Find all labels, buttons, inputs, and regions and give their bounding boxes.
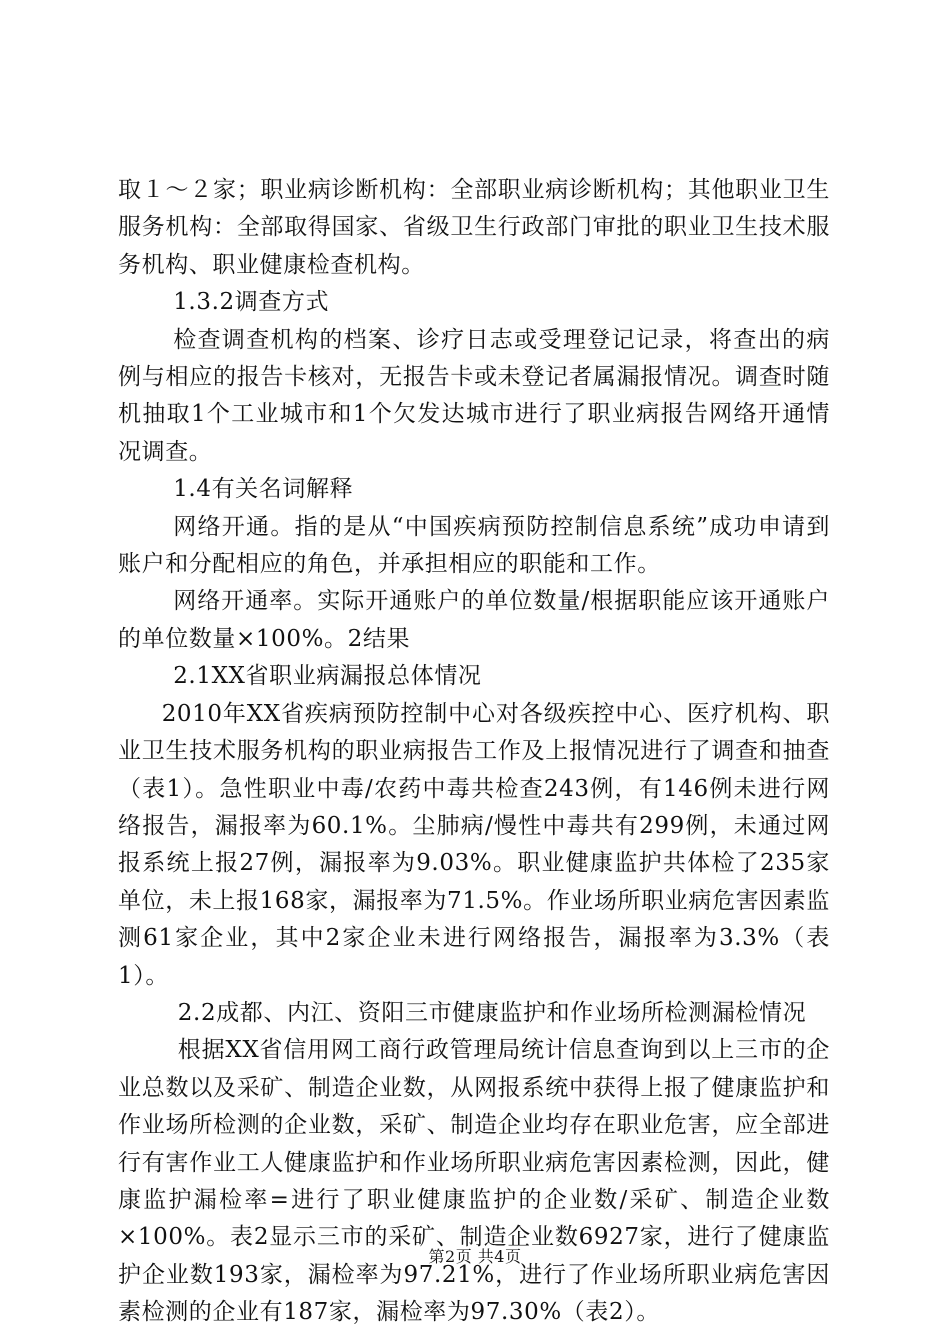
- paragraph-network-open: 网络开通。指的是从“中国疾病预防控制信息系统”成功申请到账户和分配相应的角色，并承担相应的职能和工作。: [118, 513, 830, 578]
- section-heading-2-2: 2.2成都、内江、资阳三市健康监护和作业场所检测漏检情况: [177, 999, 807, 1026]
- paragraph-survey-method: 检查调查机构的档案、诊疗日志或受理登记记录，将查出的病例与相应的报告卡核对，无报告卡或未登记者属漏报情况。调查时随机抽取1个工业城市和1个欠发达城市进行了职业病报告网络开通情况调查。: [118, 326, 830, 465]
- document-body: [118, 172, 830, 1332]
- section-heading-1-3-2: 1.3.2调查方式: [173, 289, 330, 316]
- section-heading-2-1: 2.1XX省职业病漏报总体情况: [173, 663, 482, 690]
- section-heading-1-4: 1.4有关名词解释: [173, 476, 354, 503]
- page-number-footer: 第2页 共4页: [428, 1247, 522, 1266]
- paragraph-overall-underreporting: 2010年XX省疾病预防控制中心对各级疾控中心、医疗机构、职业卫生技术服务机构的职业病报告工作及上报情况进行了调查和抽查（表1）。急性职业中毒/农药中毒共检查243例，有146例未进行网络报告，漏报率为60.1%。尘肺病/慢性中毒共有299例，未通过网报系统上报27例，漏报率为9.03%。职业健康监护共体检了235家单位，未上报168家，漏报率为71.5%。作业场所职业病危害因素监测61家企业，其中2家企业未进行网络报告，漏报率为3.3%（表1）。: [118, 700, 830, 989]
- paragraph-continuation: 取１～２家；职业病诊断机构：全部职业病诊断机构；其他职业卫生服务机构：全部取得国家、省级卫生行政部门审批的职业卫生技术服务机构、职业健康检查机构。: [118, 177, 830, 278]
- paragraph-network-open-rate: 网络开通率。实际开通账户的单位数量/根据职能应该开通账户的单位数量×100%。2结果: [118, 588, 830, 652]
- paragraph-missed-detection: 根据XX省信用网工商行政管理局统计信息查询到以上三市的企业总数以及采矿、制造企业数，从网报系统中获得上报了健康监护和作业场所检测的企业数，采矿、制造企业均存在职业危害，应全部进行有害作业工人健康监护和作业场所职业病危害因素检测，因此，健康监护漏检率=进行了职业健康监护的企业数/采矿、制造企业数×100%。表2显示三市的采矿、制造企业数6927家，进行了健康监护企业数193家，漏检率为97.21%，进行了作业场所职业病危害因素检测的企业有187家，漏检率为97.30%（表2）。: [118, 1037, 830, 1326]
